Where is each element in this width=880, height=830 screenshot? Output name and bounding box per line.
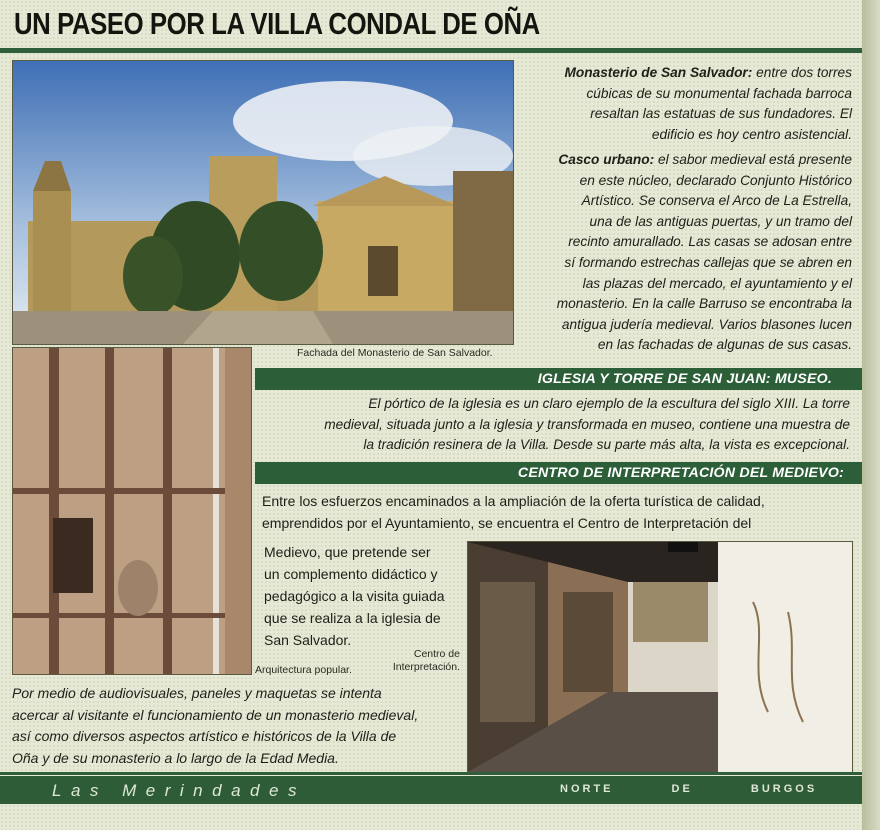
iglesia-text: El pórtico de la iglesia es un claro ejemplo de la escultura del siglo XIII. La torre: [368, 396, 850, 411]
page-title: UN PASEO POR LA VILLA CONDAL DE OÑA: [14, 6, 540, 41]
iglesia-text: medieval, situada junto a la iglesia y transformada en museo, contiene una muestra de: [324, 416, 850, 432]
monastery-photo: [12, 60, 514, 345]
centro-bottom-paragraph: [12, 683, 472, 769]
title-rule: [0, 48, 862, 53]
casco-text: sí formando estrechas callejas que se abren en: [564, 254, 852, 270]
casco-text: monasterio. En la calle Barruso se encontraba la: [556, 296, 852, 312]
page-edge: [862, 0, 880, 830]
heading-centro: CENTRO DE INTERPRETACIÓN DEL MEDIEVO:: [255, 462, 862, 484]
centro-text: que se realiza a la iglesia de: [264, 610, 441, 626]
centro-text: así como diversos aspectos artístico e históricos de la Villa de: [12, 728, 397, 744]
footer-brand: Las Merindades: [52, 781, 306, 800]
centro-text: pedagógico a la visita guiada: [264, 588, 445, 604]
casco-lead: Casco urbano:: [558, 152, 655, 167]
monasterio-paragraph: [518, 63, 852, 145]
monasterio-text: resaltan las estatuas de sus fundadores. El: [590, 106, 852, 122]
arquitectura-photo: [12, 347, 252, 675]
casco-text: una de las antiguas puertas, y un tramo del: [589, 213, 852, 229]
centro-text: Entre los esfuerzos encaminados a la ampliación de la oferta turística de calidad,: [262, 493, 765, 509]
monasterio-lead: Monasterio de San Salvador:: [564, 65, 753, 80]
iglesia-paragraph: [258, 394, 850, 456]
centro-text: un complemento didáctico y: [264, 566, 438, 582]
casco-text: en las fachadas de algunas de sus casas.: [597, 337, 852, 353]
footer-region: NORTE DE BURGOS: [560, 783, 818, 795]
centro-text: emprendidos por el Ayuntamiento, se encuentra el Centro de Interpretación del: [262, 515, 752, 531]
casco-text: el sabor medieval está presente: [657, 152, 852, 167]
heading-iglesia: IGLESIA Y TORRE DE SAN JUAN: MUSEO.: [255, 368, 862, 390]
centro-text: Medievo, que pretende ser: [264, 544, 431, 560]
casco-paragraph: [512, 150, 852, 356]
centro-intro: [262, 490, 852, 534]
monasterio-text: edificio es hoy centro asistencial.: [651, 126, 852, 142]
caption-fachada: Fachada del Monasterio de San Salvador.: [297, 347, 493, 359]
centro-text: San Salvador.: [264, 632, 352, 648]
caption-arquitectura: Arquitectura popular.: [255, 664, 352, 676]
footer-rule: [0, 772, 862, 775]
iglesia-text: la tradición resinera de la Villa. Desde su parte más alta, la vista es excepcional.: [363, 437, 850, 453]
casco-text: antigua judería medieval. Varios blasones lucen: [561, 316, 852, 332]
casco-text: las plazas del mercado, el ayuntamiento y el: [582, 275, 852, 291]
casco-text: Artístico. Se conserva el Arco de La Estrella,: [581, 193, 852, 209]
monasterio-text: entre dos torres: [756, 65, 852, 80]
centro-text: acercar al visitante el funcionamiento de un monasterio medieval,: [12, 706, 419, 723]
centro-text: Oña y de su monasterio a lo largo de la Edad Media.: [12, 749, 339, 766]
centro-column: [264, 541, 464, 651]
centro-photo: [467, 541, 853, 773]
centro-text: Por medio de audiovisuales, paneles y maquetas se intenta: [12, 685, 382, 701]
caption-centro-line: Centro de: [413, 648, 460, 660]
casco-text: en este núcleo, declarado Conjunto Histórico: [579, 172, 852, 188]
monasterio-text: cúbicas de su monumental fachada barroca: [586, 85, 852, 101]
casco-text: recinto amurallado. Las casas se adosan entre: [568, 234, 852, 250]
caption-centro-line: Interpretación.: [392, 661, 460, 673]
caption-centro: [378, 648, 460, 674]
